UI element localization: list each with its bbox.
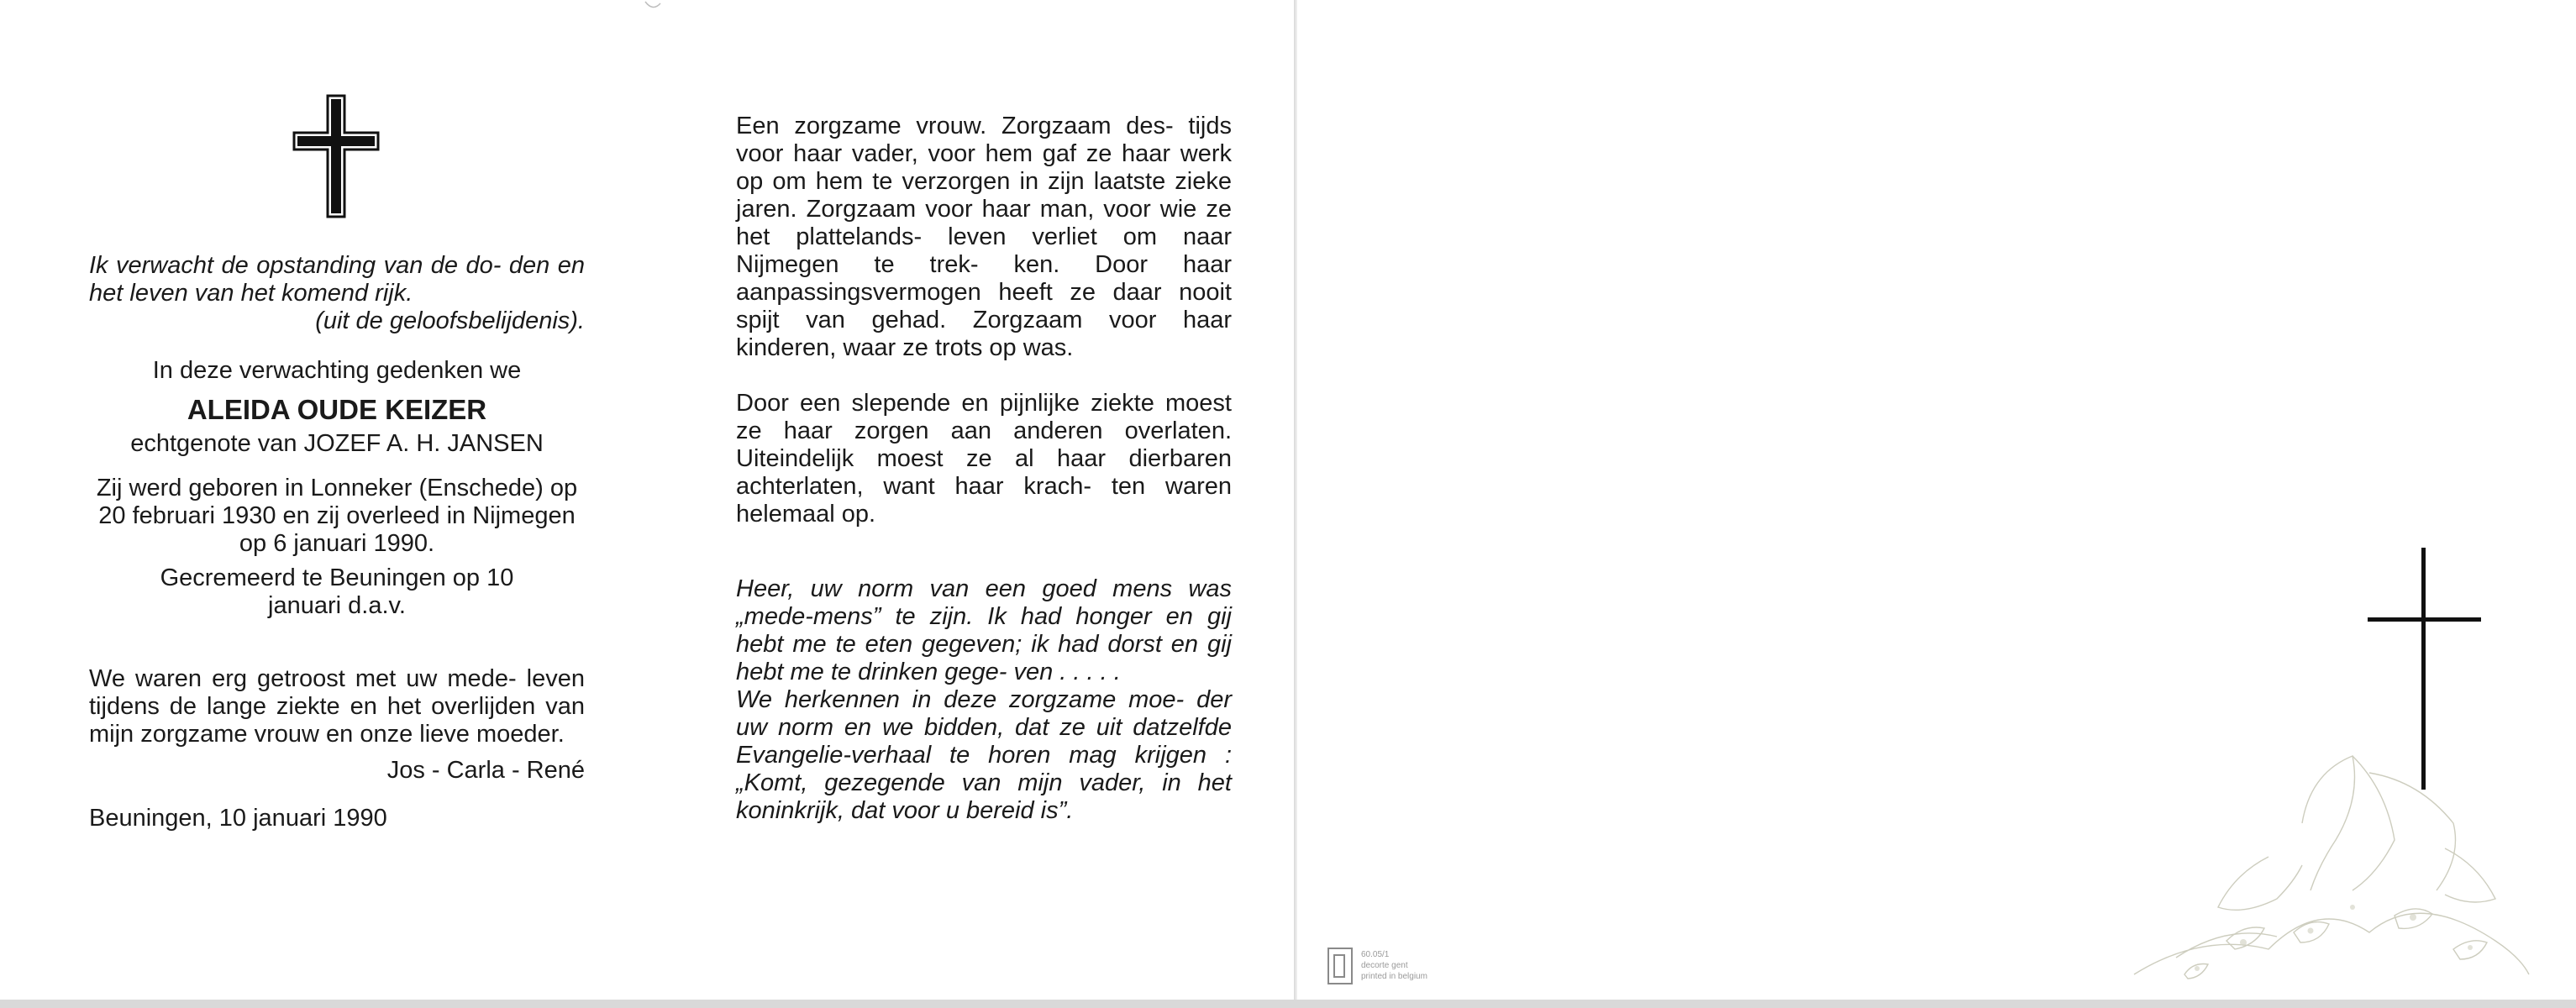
signatures: Jos - Carla - René	[386, 757, 585, 784]
prayer-paragraph-1: Heer, uw norm van een goed mens was „mede-mens” te zijn. Ik had honger en gij hebt me te eten gegeven; ik had dorst en gij hebt me te drinken gege- ven . . . . .	[736, 575, 1232, 685]
printer-logo-icon	[1327, 948, 1353, 984]
verse: Ik verwacht de opstanding van de do- den en het leven van het komend rijk.	[89, 252, 585, 307]
left-text-column	[89, 252, 585, 832]
prayer-paragraph-2: We herkennen in deze zorgzame moe- der uw norm en we bidden, dat ze uit datzelfde Evangelie-verhaal te horen mag krijgen : „Komt, gezegende van mijn vader, in het koninkrijk, dat voor u bereid is”.	[736, 686, 1232, 824]
cross-icon	[2368, 548, 2481, 791]
tribute-paragraph-1: Een zorgzame vrouw. Zorgzaam des- tijds voor haar vader, voor hem gaf ze haar werk op om hem te verzorgen in zijn laatste zieke jaren. Zorgzaam voor haar man, voor wie ze het plattelands- leven verliet om naar Nijmegen te trek- ken. Door haar aanpassingsvermogen heeft ze daar nooit spijt van gehad. Zorgzaam voor haar kinderen, waar ze trots op was.	[736, 113, 1232, 361]
birth-death-info: Zij werd geboren in Lonneker (Enschede) op 20 februari 1930 en zij overleed in Nijmegen op 6 januari 1990.	[96, 475, 578, 557]
cross-icon	[292, 94, 380, 218]
verse-source: (uit de geloofsbelijdenis).	[315, 307, 585, 334]
printer-imprint	[1361, 949, 1529, 982]
scan-edge	[0, 1000, 2576, 1008]
deceased-name: ALEIDA OUDE KEIZER	[187, 394, 487, 425]
imprint-printer: decorte gent	[1361, 961, 1408, 970]
fold-tick-mark	[644, 0, 662, 12]
inner-spread-left	[0, 0, 1294, 1000]
imprint-origin: printed in belgium	[1361, 972, 1427, 981]
tribute-paragraph-2: Door een slepende en pijnlijke ziekte moest ze haar zorgen aan anderen overlaten. Uiteindelijk moest ze al haar dierbaren achterlaten, want haar krach- ten waren helemaal op.	[736, 390, 1232, 528]
imprint-code: 60.05/1	[1361, 950, 1390, 959]
spouse-line: echtgenote van JOZEF A. H. JANSEN	[130, 430, 544, 457]
place-date: Beuningen, 10 januari 1990	[89, 805, 387, 832]
thanks-message: We waren erg getroost met uw mede- leven tijdens de lange ziekte en het overlijden van mijn zorgzame vrouw en onze lieve moeder.	[89, 665, 585, 748]
intro-line: In deze verwachting gedenken we	[152, 357, 522, 384]
cremation-info: Gecremeerd te Beuningen op 10 januari d.a.v.	[160, 564, 514, 619]
right-text-column	[736, 113, 1232, 825]
